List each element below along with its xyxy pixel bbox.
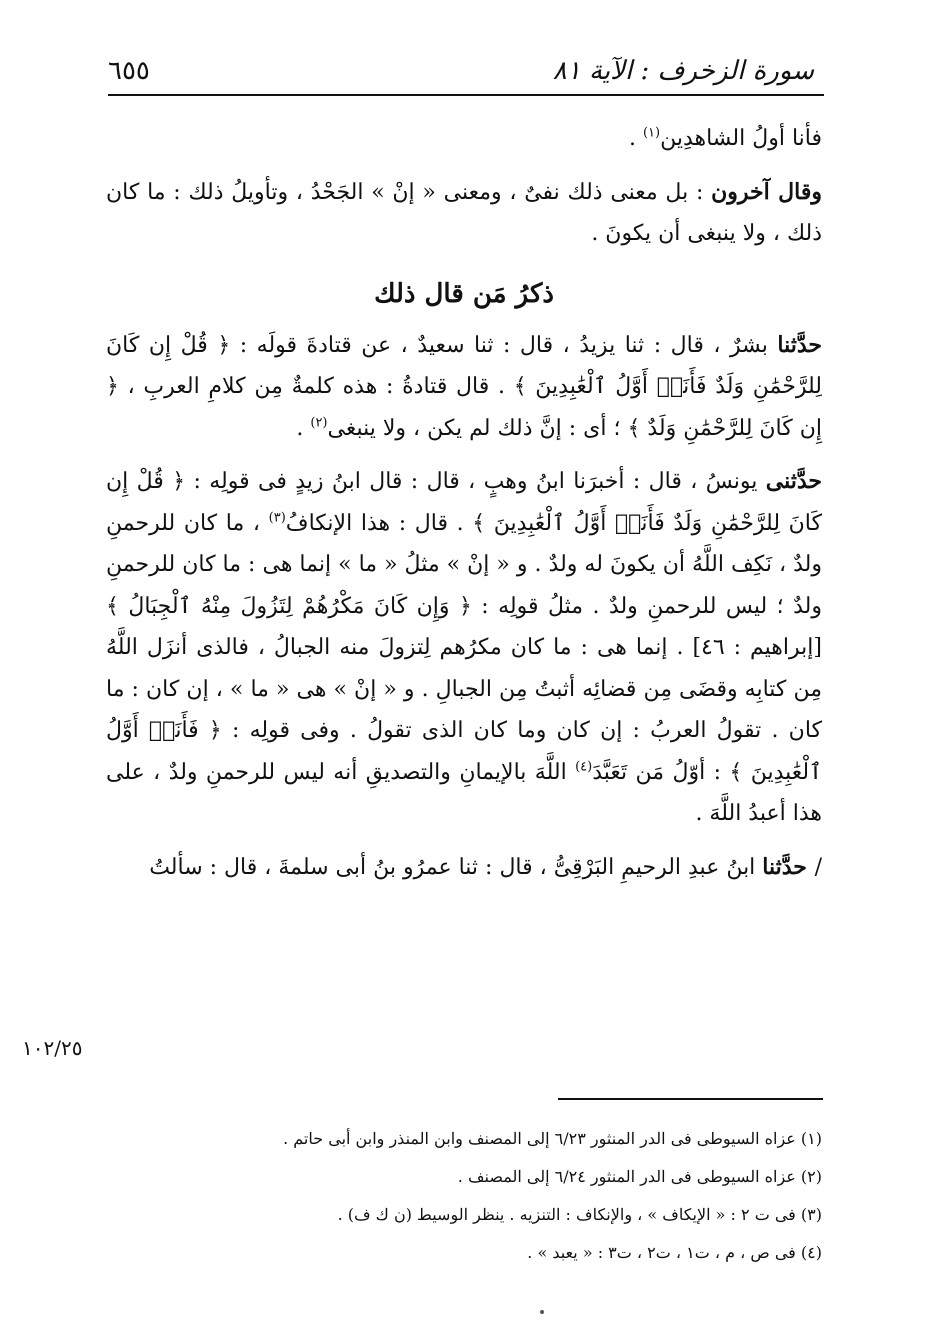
paragraph-text: اللَّهَ بالإيمانِ والتصديقِ أنه ليس للرحمنِ ولدٌ ، على هذا أعبدُ اللَّهَ . [106,759,822,826]
paragraph-4 [106,461,822,835]
page-dot [540,1310,544,1314]
footnote-marker: (٣) [268,510,286,526]
paragraph-3 [106,325,822,450]
paragraph-lead: حدَّثنى [765,468,822,494]
page-number: ٦٥٥ [108,56,150,86]
paragraph-text: : بل معنى ذلك نفىٌ ، ومعنى « إنْ » الجَحْدُ ، وتأويلُ ذلك : ما كان ذلك ، ولا ينبغى أن يكونَ . [106,179,822,246]
footnote-marker: (١) [642,125,661,141]
paragraph-text: فأنا أولُ الشاهدِين [660,126,822,151]
paragraph-tail: . [628,126,643,151]
footnotes [106,1120,822,1272]
page-header [108,36,824,96]
paragraph-tail: . [296,415,311,441]
footnote-4: (٤) فى ص ، م ، ت١ ، ت٢ ، ت٣ : « يعبد » . [527,1243,822,1262]
page-break-marker: / [814,854,822,880]
running-title: سورة الزخرف : الآية ٨١ [552,56,814,86]
paragraph-1 [106,118,822,160]
paragraph-lead: حدَّثنا [762,853,815,880]
footnote-marker: (٢) [310,415,328,431]
paragraph-text: ابنُ عبدِ الرحيمِ البَرْقِىُّ ، قال : ثنا عمرُو بنُ أبى سلمةَ ، قال : سألتُ [149,854,763,880]
footnote-1: (١) عزاه السيوطى فى الدر المنثور ٦/٢٣ إلى المصنف وابن المنذر وابن أبى حاتم . [283,1129,822,1148]
paragraph-text: يونسُ ، قال : أخبرَنا ابنُ وهبٍ ، قال : قال ابنُ زيدٍ فى قولِه : ﴿ قُلْ إِن كَانَ لِلرَّحْمَٰنِ وَلَدٌ فَأَنَا۠ أَوَّلُ ٱلْعَٰبِدِينَ ﴾ . قال : هذا الإنكافُ [106,469,822,536]
footnote-marker: (٤) [575,759,593,775]
main-text [106,118,822,888]
paragraph-text: بشرٌ ، قال : ثنا يزيدُ ، قال : ثنا سعيدٌ ، عن قتادةَ قولَه : ﴿ قُلْ إِن كَانَ لِلرَّحْمَٰنِ وَلَدٌ فَأَنَا۠ أَوَّلُ ٱلْعَٰبِدِينَ ﴾ . قال قتادةُ : هذه كلمةٌ مِن كلامِ العربِ ، ﴿ إِن كَانَ لِلرَّحْمَٰنِ وَلَدٌ ﴾ ؛ أى : إنَّ ذلك لم يكن ، ولا ينبغى [106,332,822,441]
paragraph-lead: حدَّثنا [777,331,822,358]
footnote-rule [558,1098,823,1100]
paragraph-5 [106,847,822,889]
footnote-3: (٣) فى ت ٢ : « الإيكاف » ، والإنكاف : التنزيه . ينظر الوسيط (ن ك ف) . [337,1205,822,1224]
header-rule [108,94,824,96]
paragraph-text: ، ما كان للرحمنِ ولدٌ ، نَكِف اللَّهُ أن يكونَ له ولدٌ . و « إنْ » مثلُ « ما » إنما هى : ما كان للرحمنِ ولدٌ ؛ ليس للرحمنِ ولدٌ . مثلُ قولِه : ﴿ وَإِن كَانَ مَكْرُهُمْ لِتَزُولَ مِنْهُ ٱلْجِبَالُ ﴾ [إبراهيم : ٤٦] . إنما هى : ما كان مكرُهم لِتزولَ منه الجبالُ ، فالذى أنزَل اللَّهُ مِن كتابِه وقضَى مِن قضائِه أثبتُ مِن الجبالِ . و « إنْ » هى « ما » ، إن كان : ما كان . تقولُ العربُ : إن كان وما كان الذى تقولُ . وفى قولِه : ﴿ فَأَنَا۠ أَوَّلُ ٱلْعَٰبِدِينَ ﴾ : أوّلُ مَن تَعَبَّدَ [106,510,822,785]
margin-reference: ١٠٢/٢٥ [22,1036,83,1060]
footnote-2: (٢) عزاه السيوطى فى الدر المنثور ٦/٢٤ إلى المصنف . [457,1167,822,1186]
section-heading: ذكرُ مَن قال ذلك [374,278,554,309]
paragraph-2 [106,172,822,255]
paragraph-lead: وقال آخرون [711,178,822,205]
